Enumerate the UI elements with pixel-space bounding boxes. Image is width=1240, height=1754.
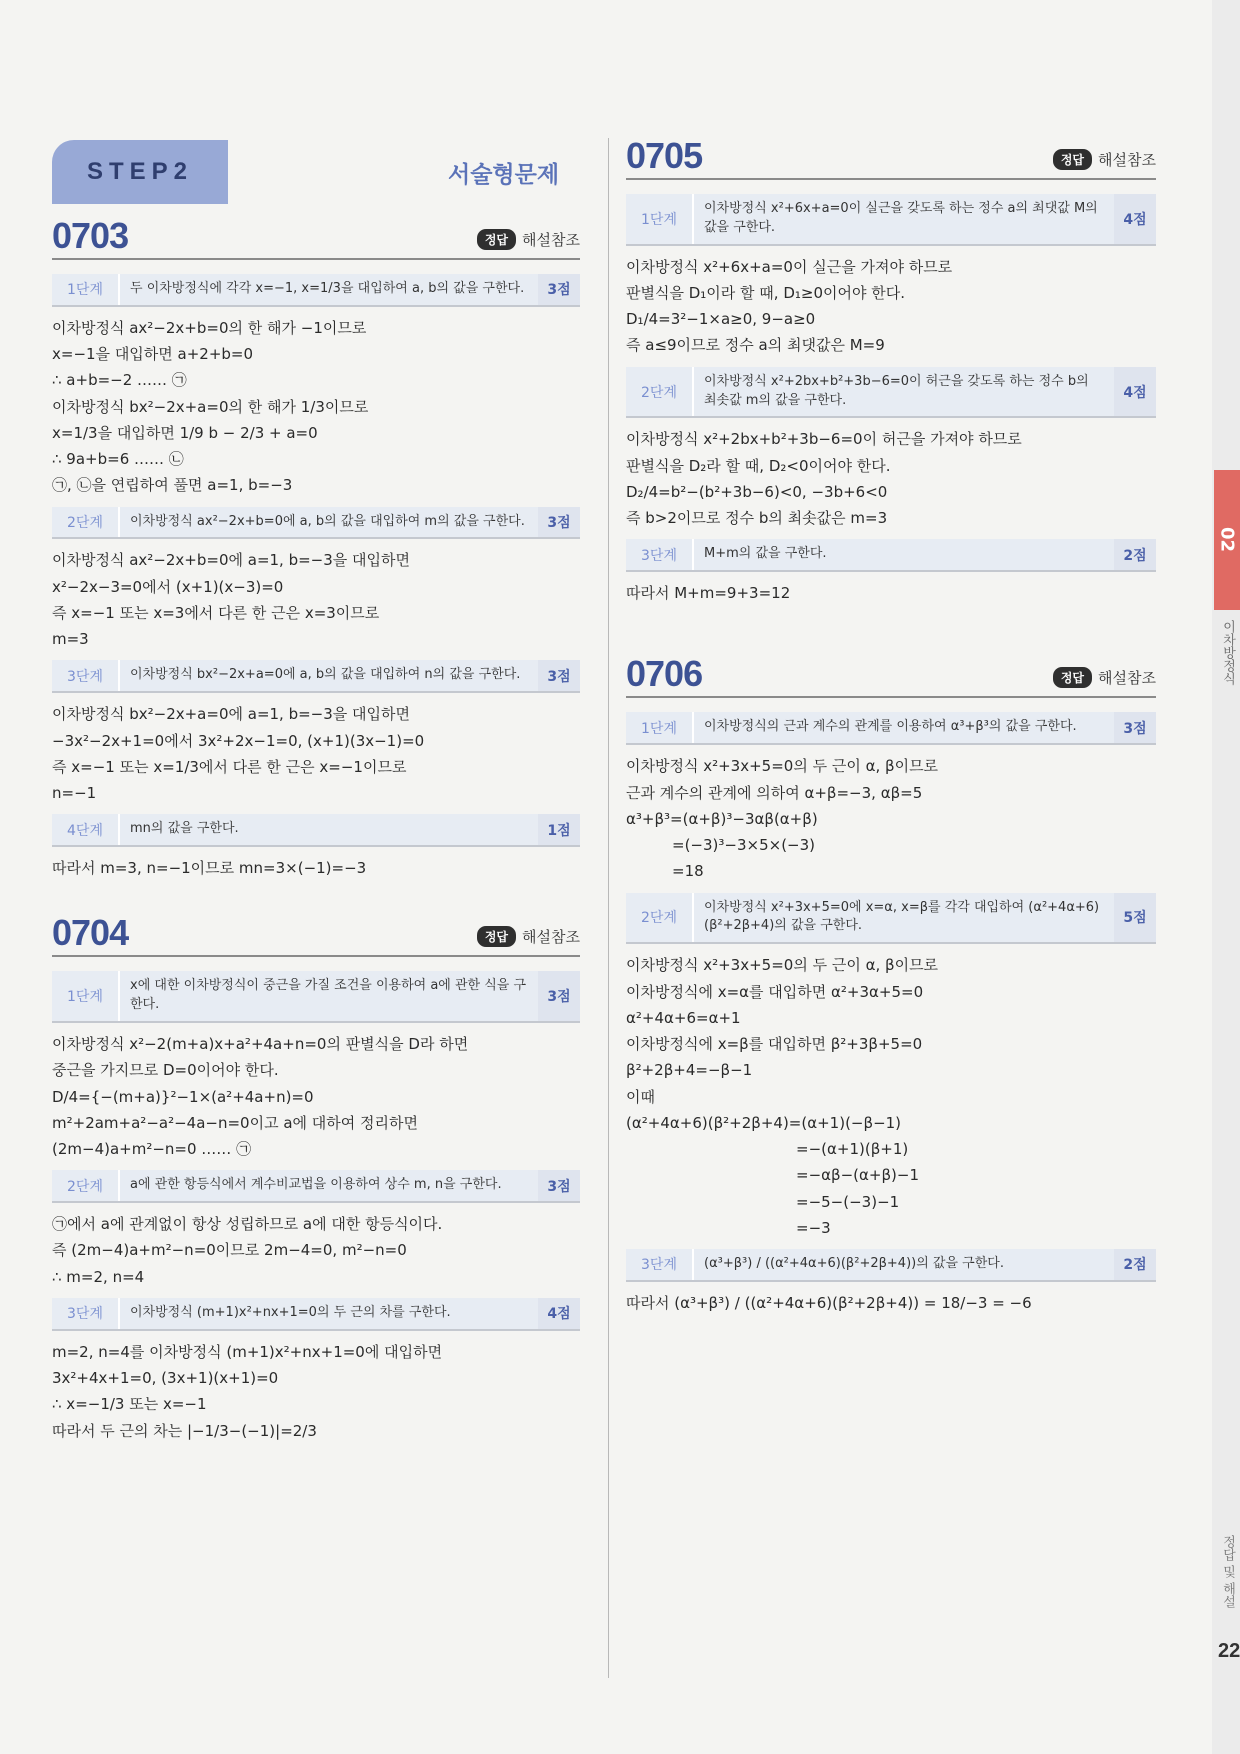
solution-line: α³+β³=(α+β)³−3αβ(α+β)	[626, 809, 818, 828]
step-label: 1단계	[52, 274, 120, 305]
right-column	[626, 135, 1156, 1342]
answer-badge: 정답	[1053, 149, 1092, 170]
solution-line: 즉 x=−1 또는 x=3에서 다른 한 근은 x=3이므로	[52, 603, 380, 622]
chapter-label: 이차방정식	[1220, 620, 1235, 685]
solution-line: 이차방정식 bx²−2x+a=0에 a=1, b=−3을 대입하면	[52, 705, 411, 724]
step-row	[52, 507, 580, 540]
solution-line: 이차방정식 ax²−2x+b=0의 한 해가 −1이므로	[52, 318, 367, 337]
solution-lines	[626, 1290, 1156, 1316]
problem-header	[626, 135, 1156, 180]
answer-badge: 정답	[477, 926, 516, 947]
step-desc: 이차방정식 x²+2bx+b²+3b−6=0이 허근을 갖도록 하는 정수 b의 최솟값 m의 값을 구한다.	[704, 373, 1089, 408]
page-number: 22	[1218, 1640, 1240, 1662]
step-desc: x에 대한 이차방정식이 중근을 가질 조건을 이용하여 a에 관한 식을 구한다.	[130, 978, 527, 1013]
solution-line: 이차방정식에 x=β를 대입하면 β²+3β+5=0	[626, 1035, 923, 1053]
step-label: 2단계	[52, 1170, 120, 1201]
solution-line: 즉 (2m−4)a+m²−n=0이므로 2m−4=0, m²−n=0	[52, 1241, 407, 1260]
answer-text: 해설참조	[522, 928, 580, 947]
step-desc: 이차방정식 bx²−2x+a=0에 a, b의 값을 대입하여 n의 값을 구한다.	[130, 667, 521, 683]
chapter-tab: 02	[1214, 470, 1240, 610]
step-banner: STEP2	[52, 140, 228, 204]
problem-header	[52, 215, 580, 260]
step-label: 3단계	[52, 660, 120, 691]
solution-line: (2m−4)a+m²−n=0 …… ㉠	[52, 1140, 252, 1159]
problem-0706	[626, 653, 1156, 1316]
step-points: 2점	[1114, 1249, 1156, 1280]
solution-line: x=−1을 대입하면 a+2+b=0	[52, 345, 254, 364]
solution-line: ∴ 9a+b=6 …… ㉡	[52, 450, 184, 469]
problem-number: 0705	[626, 135, 703, 176]
solution-line: 따라서 두 근의 차는 |−1/3−(−1)|=2/3	[52, 1421, 317, 1440]
step-label: 2단계	[626, 893, 694, 943]
solution-line: 이차방정식 ax²−2x+b=0에 a=1, b=−3을 대입하면	[52, 551, 411, 570]
solution-line: n=−1	[52, 784, 97, 803]
step-row	[52, 1298, 580, 1331]
section-title: 서술형문제	[448, 162, 560, 188]
step-label: 2단계	[626, 367, 694, 417]
answer	[1053, 149, 1156, 170]
step-row	[52, 971, 580, 1023]
solution-line: 즉 x=−1 또는 x=1/3에서 다른 한 근은 x=−1이므로	[52, 757, 407, 776]
solution-line: (α²+4α+6)(β²+2β+4)=(α+1)(−β−1)	[626, 1113, 902, 1132]
step-desc: mn의 값을 구한다.	[130, 821, 239, 837]
step-row	[52, 660, 580, 693]
step-points: 4점	[1114, 367, 1156, 417]
answer-text: 해설참조	[1098, 151, 1156, 169]
step-row	[626, 712, 1156, 745]
problem-number: 0706	[626, 653, 703, 695]
solution-lines	[52, 1031, 580, 1162]
step-row	[626, 194, 1156, 246]
solution-line: ∴ x=−1/3 또는 x=−1	[52, 1395, 207, 1414]
solution-line: ∴ a+b=−2 …… ㉠	[52, 371, 187, 390]
solution-line: α²+4α+6=α+1	[626, 1008, 741, 1027]
solution-lines	[52, 1339, 580, 1444]
step-desc: a에 관한 항등식에서 계수비교법을 이용하여 상수 m, n을 구한다.	[130, 1177, 502, 1193]
solution-line: m²+2am+a²−a²−4a−n=0이고 a에 대하여 정리하면	[52, 1113, 418, 1132]
step-points: 5점	[1114, 893, 1156, 943]
solution-line: 따라서 (α³+β³) / ((α²+4α+6)(β²+2β+4)) = 18/−3 = −6	[626, 1293, 1032, 1312]
problem-number: 0703	[52, 215, 129, 256]
step-points: 3점	[538, 507, 580, 538]
problem-header	[52, 912, 580, 957]
solution-line: 따라서 m=3, n=−1이므로 mn=3×(−1)=−3	[52, 859, 367, 878]
step-row	[52, 274, 580, 307]
solution-line: ㉠, ㉡을 연립하여 풀면 a=1, b=−3	[52, 476, 293, 495]
step-label: 1단계	[52, 971, 120, 1021]
solution-line: 이차방정식 x²−2(m+a)x+a²+4a+n=0의 판별식을 D라 하면	[52, 1035, 469, 1054]
step-label: 2단계	[52, 507, 120, 538]
step-label: 4단계	[52, 814, 120, 845]
step-desc: 이차방정식 (m+1)x²+nx+1=0의 두 근의 차를 구한다.	[130, 1304, 451, 1320]
solution-line: 중근을 가지므로 D=0이어야 한다.	[52, 1061, 279, 1080]
solution-line: m=3	[52, 630, 89, 649]
solution-line: 이차방정식에 x=α를 대입하면 α²+3α+5=0	[626, 982, 924, 1001]
step-points: 4점	[1114, 194, 1156, 244]
solution-line: 근과 계수의 관계에 의하여 α+β=−3, αβ=5	[626, 783, 923, 802]
solution-lines	[52, 701, 580, 806]
step-desc: 이차방정식 ax²−2x+b=0에 a, b의 값을 대입하여 m의 값을 구한다.	[130, 513, 525, 529]
answer	[477, 229, 580, 250]
step-label: 3단계	[626, 1249, 694, 1280]
solution-line: 즉 b>2이므로 정수 b의 최솟값은 m=3	[626, 509, 888, 528]
step-row	[626, 539, 1156, 572]
answer	[477, 926, 580, 947]
step-desc: 두 이차방정식에 각각 x=−1, x=1/3을 대입하여 a, b의 값을 구한다.	[130, 281, 525, 296]
solution-line: =−3	[796, 1218, 831, 1237]
problem-number: 0704	[52, 912, 129, 954]
step-points: 1점	[538, 814, 580, 845]
solution-line: =18	[672, 862, 704, 881]
step-desc: 이차방정식의 근과 계수의 관계를 이용하여 α³+β³의 값을 구한다.	[704, 719, 1077, 735]
column-divider	[608, 138, 609, 1678]
solution-line: x²−2x−3=0에서 (x+1)(x−3)=0	[52, 577, 284, 596]
solution-line: 판별식을 D₁이라 할 때, D₁≥0이어야 한다.	[626, 283, 905, 302]
solution-line: D/4={−(m+a)}²−1×(a²+4a+n)=0	[52, 1087, 314, 1106]
solution-line: 이차방정식 bx²−2x+a=0의 한 해가 1/3이므로	[52, 397, 369, 416]
solution-line: m=2, n=4를 이차방정식 (m+1)x²+nx+1=0에 대입하면	[52, 1342, 443, 1361]
step-desc: 이차방정식 x²+3x+5=0에 x=α, x=β를 각각 대입하여 (α²+4α+6)(β²+2β+4)의 값을 구한다.	[704, 899, 1100, 934]
step-points: 3점	[1114, 712, 1156, 743]
step-row	[52, 1170, 580, 1203]
solution-line: ∴ m=2, n=4	[52, 1267, 145, 1286]
solution-lines	[626, 580, 1156, 606]
solution-line: β²+2β+4=−β−1	[626, 1061, 753, 1080]
solution-line: 이차방정식 x²+2bx+b²+3b−6=0이 허근을 가져야 하므로	[626, 430, 1022, 449]
problem-0705	[626, 135, 1156, 606]
step-label: 1단계	[626, 194, 694, 244]
step-row	[626, 367, 1156, 419]
solution-line: =−(α+1)(β+1)	[796, 1140, 909, 1158]
step-row	[626, 1249, 1156, 1282]
step-label: 1단계	[626, 712, 694, 743]
solution-lines	[52, 315, 580, 499]
answer-text: 해설참조	[1098, 669, 1156, 688]
problem-0704	[52, 912, 580, 1443]
answer-badge: 정답	[477, 229, 516, 250]
solution-line: 이때	[626, 1087, 655, 1106]
solution-lines	[52, 1211, 580, 1290]
solution-line: 이차방정식 x²+6x+a=0이 실근을 가져야 하므로	[626, 257, 953, 276]
solution-lines	[52, 855, 580, 881]
solution-line: D₂/4=b²−(b²+3b−6)<0, −3b+6<0	[626, 482, 888, 501]
solution-line: x=1/3을 대입하면 1/9 b − 2/3 + a=0	[52, 423, 318, 442]
step-points: 4점	[538, 1298, 580, 1329]
solution-lines	[626, 254, 1156, 359]
solution-lines	[626, 753, 1156, 884]
problem-header	[626, 653, 1156, 698]
solution-line: 3x²+4x+1=0, (3x+1)(x+1)=0	[52, 1369, 279, 1387]
page-edge	[1212, 0, 1240, 1754]
solution-lines	[52, 547, 580, 652]
step-points: 3점	[538, 274, 580, 305]
step-desc: (α³+β³) / ((α²+4α+6)(β²+2β+4))의 값을 구한다.	[704, 1256, 1004, 1271]
solution-line: 이차방정식 x²+3x+5=0의 두 근이 α, β이므로	[626, 956, 939, 975]
step-points: 3점	[538, 1170, 580, 1201]
answer-text: 해설참조	[522, 231, 580, 249]
solution-line: =−5−(−3)−1	[796, 1192, 900, 1211]
solution-line: =−αβ−(α+β)−1	[796, 1166, 920, 1185]
solution-line: D₁/4=3²−1×a≥0, 9−a≥0	[626, 310, 816, 329]
solution-line: =(−3)³−3×5×(−3)	[672, 836, 816, 855]
solution-line: 이차방정식 x²+3x+5=0의 두 근이 α, β이므로	[626, 757, 939, 776]
answer	[1053, 667, 1156, 688]
step-points: 3점	[538, 971, 580, 1021]
left-column	[52, 215, 580, 1470]
solution-line: 판별식을 D₂라 할 때, D₂<0이어야 한다.	[626, 456, 891, 475]
step-label: 3단계	[626, 539, 694, 570]
step-desc: M+m의 값을 구한다.	[704, 546, 827, 562]
answer-badge: 정답	[1053, 667, 1092, 688]
solution-line: ㉠에서 a에 관계없이 항상 성립하므로 a에 대한 항등식이다.	[52, 1215, 443, 1234]
step-points: 2점	[1114, 539, 1156, 570]
solution-lines	[626, 426, 1156, 531]
step-row	[52, 814, 580, 847]
step-row	[626, 893, 1156, 945]
solution-lines	[626, 952, 1156, 1241]
step-desc: 이차방정식 x²+6x+a=0이 실근을 갖도록 하는 정수 a의 최댓값 M의 값을 구한다.	[704, 201, 1098, 235]
problem-0703	[52, 215, 580, 881]
answer-section-label: 정답 및 해설	[1220, 1535, 1235, 1609]
step-points: 3점	[538, 660, 580, 691]
step-label: 3단계	[52, 1298, 120, 1329]
solution-line: 즉 a≤9이므로 정수 a의 최댓값은 M=9	[626, 336, 885, 355]
solution-line: −3x²−2x+1=0에서 3x²+2x−1=0, (x+1)(3x−1)=0	[52, 731, 425, 750]
solution-line: 따라서 M+m=9+3=12	[626, 584, 791, 603]
